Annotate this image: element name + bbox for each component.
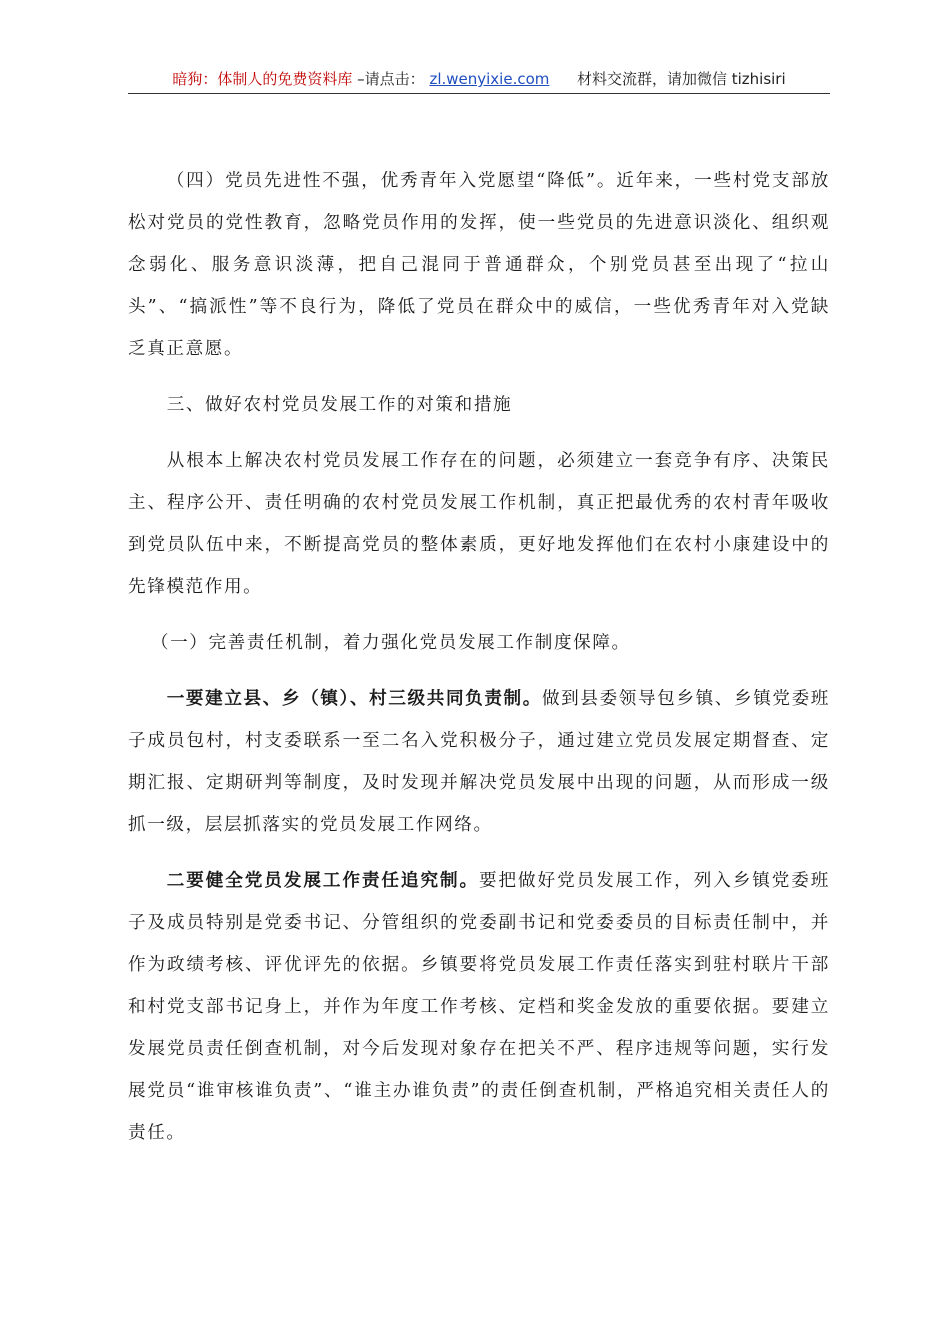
paragraph-section-4: （四）党员先进性不强，优秀青年入党愿望“降低”。近年来，一些村党支部放松对党员的党性教育，忽略党员作用的发挥，使一些党员的先进意识淡化、组织观念弱化、服务意识淡薄，把自己混同于普通群众，个别党员甚至出现了“拉山头”、“搞派性”等不良行为，降低了党员在群众中的威信，一些优秀青年对入党缺乏真正意愿。	[128, 171, 830, 359]
header-divider	[128, 93, 830, 94]
item-1-paragraph	[128, 678, 830, 846]
header-link[interactable]: zl.wenyixie.com	[429, 70, 550, 88]
header-prompt: –请点击：	[357, 70, 425, 88]
subsection-1-heading: （一）完善责任机制，着力强化党员发展工作制度保障。	[150, 633, 631, 653]
header-brand: 暗狗：体制人的免费资料库	[172, 70, 353, 88]
item-2-paragraph	[128, 860, 830, 1154]
item-2-body: 要把做好党员发展工作，列入乡镇党委班子及成员特别是党委书记、分管组织的党委副书记和党委委员的目标责任制中，并作为政绩考核、评优评先的依据。乡镇要将党员发展工作责任落实到驻村联片干部和村党支部书记身上，并作为年度工作考核、定档和奖金发放的重要依据。要建立发展党员责任倒查机制，对今后发现对象存在把关不严、程序违规等问题，实行发展党员“谁审核谁负责”、“谁主办谁负责”的责任倒查机制，严格追究相关责任人的责任。	[128, 871, 830, 1143]
item-1-lead: 一要建立县、乡（镇）、村三级共同负责制。	[166, 688, 542, 709]
section-3-intro: 从根本上解决农村党员发展工作存在的问题，必须建立一套竞争有序、决策民主、程序公开、责任明确的农村党员发展工作机制，真正把最优秀的农村青年吸收到党员队伍中来，不断提高党员的整体素质，更好地发挥他们在农村小康建设中的先锋模范作用。	[128, 451, 830, 597]
item-1-body: 做到县委领导包乡镇、乡镇党委班子成员包村，村支委联系一至二名入党积极分子，通过建立党员发展定期督查、定期汇报、定期研判等制度，及时发现并解决党员发展中出现的问题，从而形成一级抓一级，层层抓落实的党员发展工作网络。	[128, 689, 830, 835]
section-3-heading: 三、做好农村党员发展工作的对策和措施	[166, 395, 513, 415]
page-header	[128, 68, 830, 90]
item-2-lead: 二要健全党员发展工作责任追究制。	[166, 870, 479, 891]
header-wechat-note: 材料交流群，请加微信 tizhisiri	[576, 70, 786, 88]
document-body	[128, 160, 830, 1154]
